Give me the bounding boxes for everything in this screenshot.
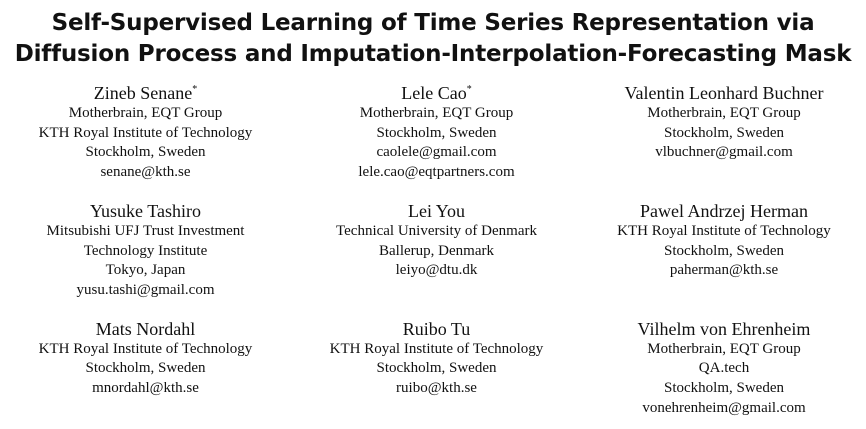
author-email: ruibo@kth.se [396,380,477,397]
author-location: Ballerup, Denmark [379,242,494,259]
author-location: Stockholm, Sweden [85,144,206,161]
author-affiliation-line: Technical University of Denmark [336,222,537,239]
author-affiliation-line: Motherbrain, EQT Group [68,105,223,121]
author-email: senane@kth.se [100,164,191,181]
author-name: Yusuke Tashiro [90,200,201,221]
author-affiliation-line: Technology Institute [83,242,208,259]
author-name: Zineb Senane* [93,83,198,103]
author-name: Mats Nordahl [95,318,196,339]
author-affiliation-line: Mitsubishi UFJ Trust Investment [46,222,245,239]
author-affiliation-line: Motherbrain, EQT Group [359,105,514,121]
author-affiliation-line: KTH Royal Institute of Technology [38,124,253,141]
author-block [291,318,582,419]
author-location: Stockholm, Sweden [85,360,206,377]
author-affiliation-line: KTH Royal Institute of Technology [617,222,831,239]
author-email: vlbuchner@gmail.com [655,144,793,161]
author-location: Stockholm, Sweden [664,242,784,259]
author-name: Valentin Leonhard Buchner [624,83,824,103]
author-affiliation-line: Motherbrain, EQT Group [647,340,801,357]
equal-contribution-mark: * [192,84,198,95]
paper-title [0,0,866,70]
title-line-1: Self-Supervised Learning of Time Series Representation via [51,10,815,36]
author-name: Vilhelm von Ehrenheim [637,318,811,339]
author-email: vonehrenheim@gmail.com [642,399,806,416]
author-affiliation-line: Motherbrain, EQT Group [647,105,801,121]
author-grid [0,82,866,418]
author-email: leiyo@dtu.dk [395,262,478,279]
author-block [582,318,866,419]
author-email: mnordahl@kth.se [92,380,199,397]
author-email: lele.cao@eqtpartners.com [358,164,515,181]
author-block [0,318,291,419]
author-affiliation-line: QA.tech [698,360,750,377]
author-block [291,82,582,183]
author-name: Lele Cao* [401,83,472,103]
author-block [0,200,291,301]
author-location: Stockholm, Sweden [664,124,784,141]
author-block [291,200,582,301]
equal-contribution-mark: * [466,84,472,95]
author-email: yusu.tashi@gmail.com [76,281,215,298]
author-location: Stockholm, Sweden [376,360,497,377]
author-name: Pawel Andrzej Herman [640,200,808,221]
author-name: Lei You [407,200,465,221]
author-block [0,82,291,183]
author-location: Tokyo, Japan [105,262,186,279]
author-block [582,200,866,301]
author-name: Ruibo Tu [402,318,471,339]
author-affiliation-line: KTH Royal Institute of Technology [38,340,253,357]
author-location: Stockholm, Sweden [664,380,784,397]
author-location: Stockholm, Sweden [376,124,497,141]
title-line-2: Diffusion Process and Imputation-Interpolation-Forecasting Mask [14,41,852,67]
author-email: caolele@gmail.com [376,144,497,161]
author-affiliation-line: KTH Royal Institute of Technology [329,340,544,357]
author-email: paherman@kth.se [669,262,779,279]
author-block [582,82,866,183]
